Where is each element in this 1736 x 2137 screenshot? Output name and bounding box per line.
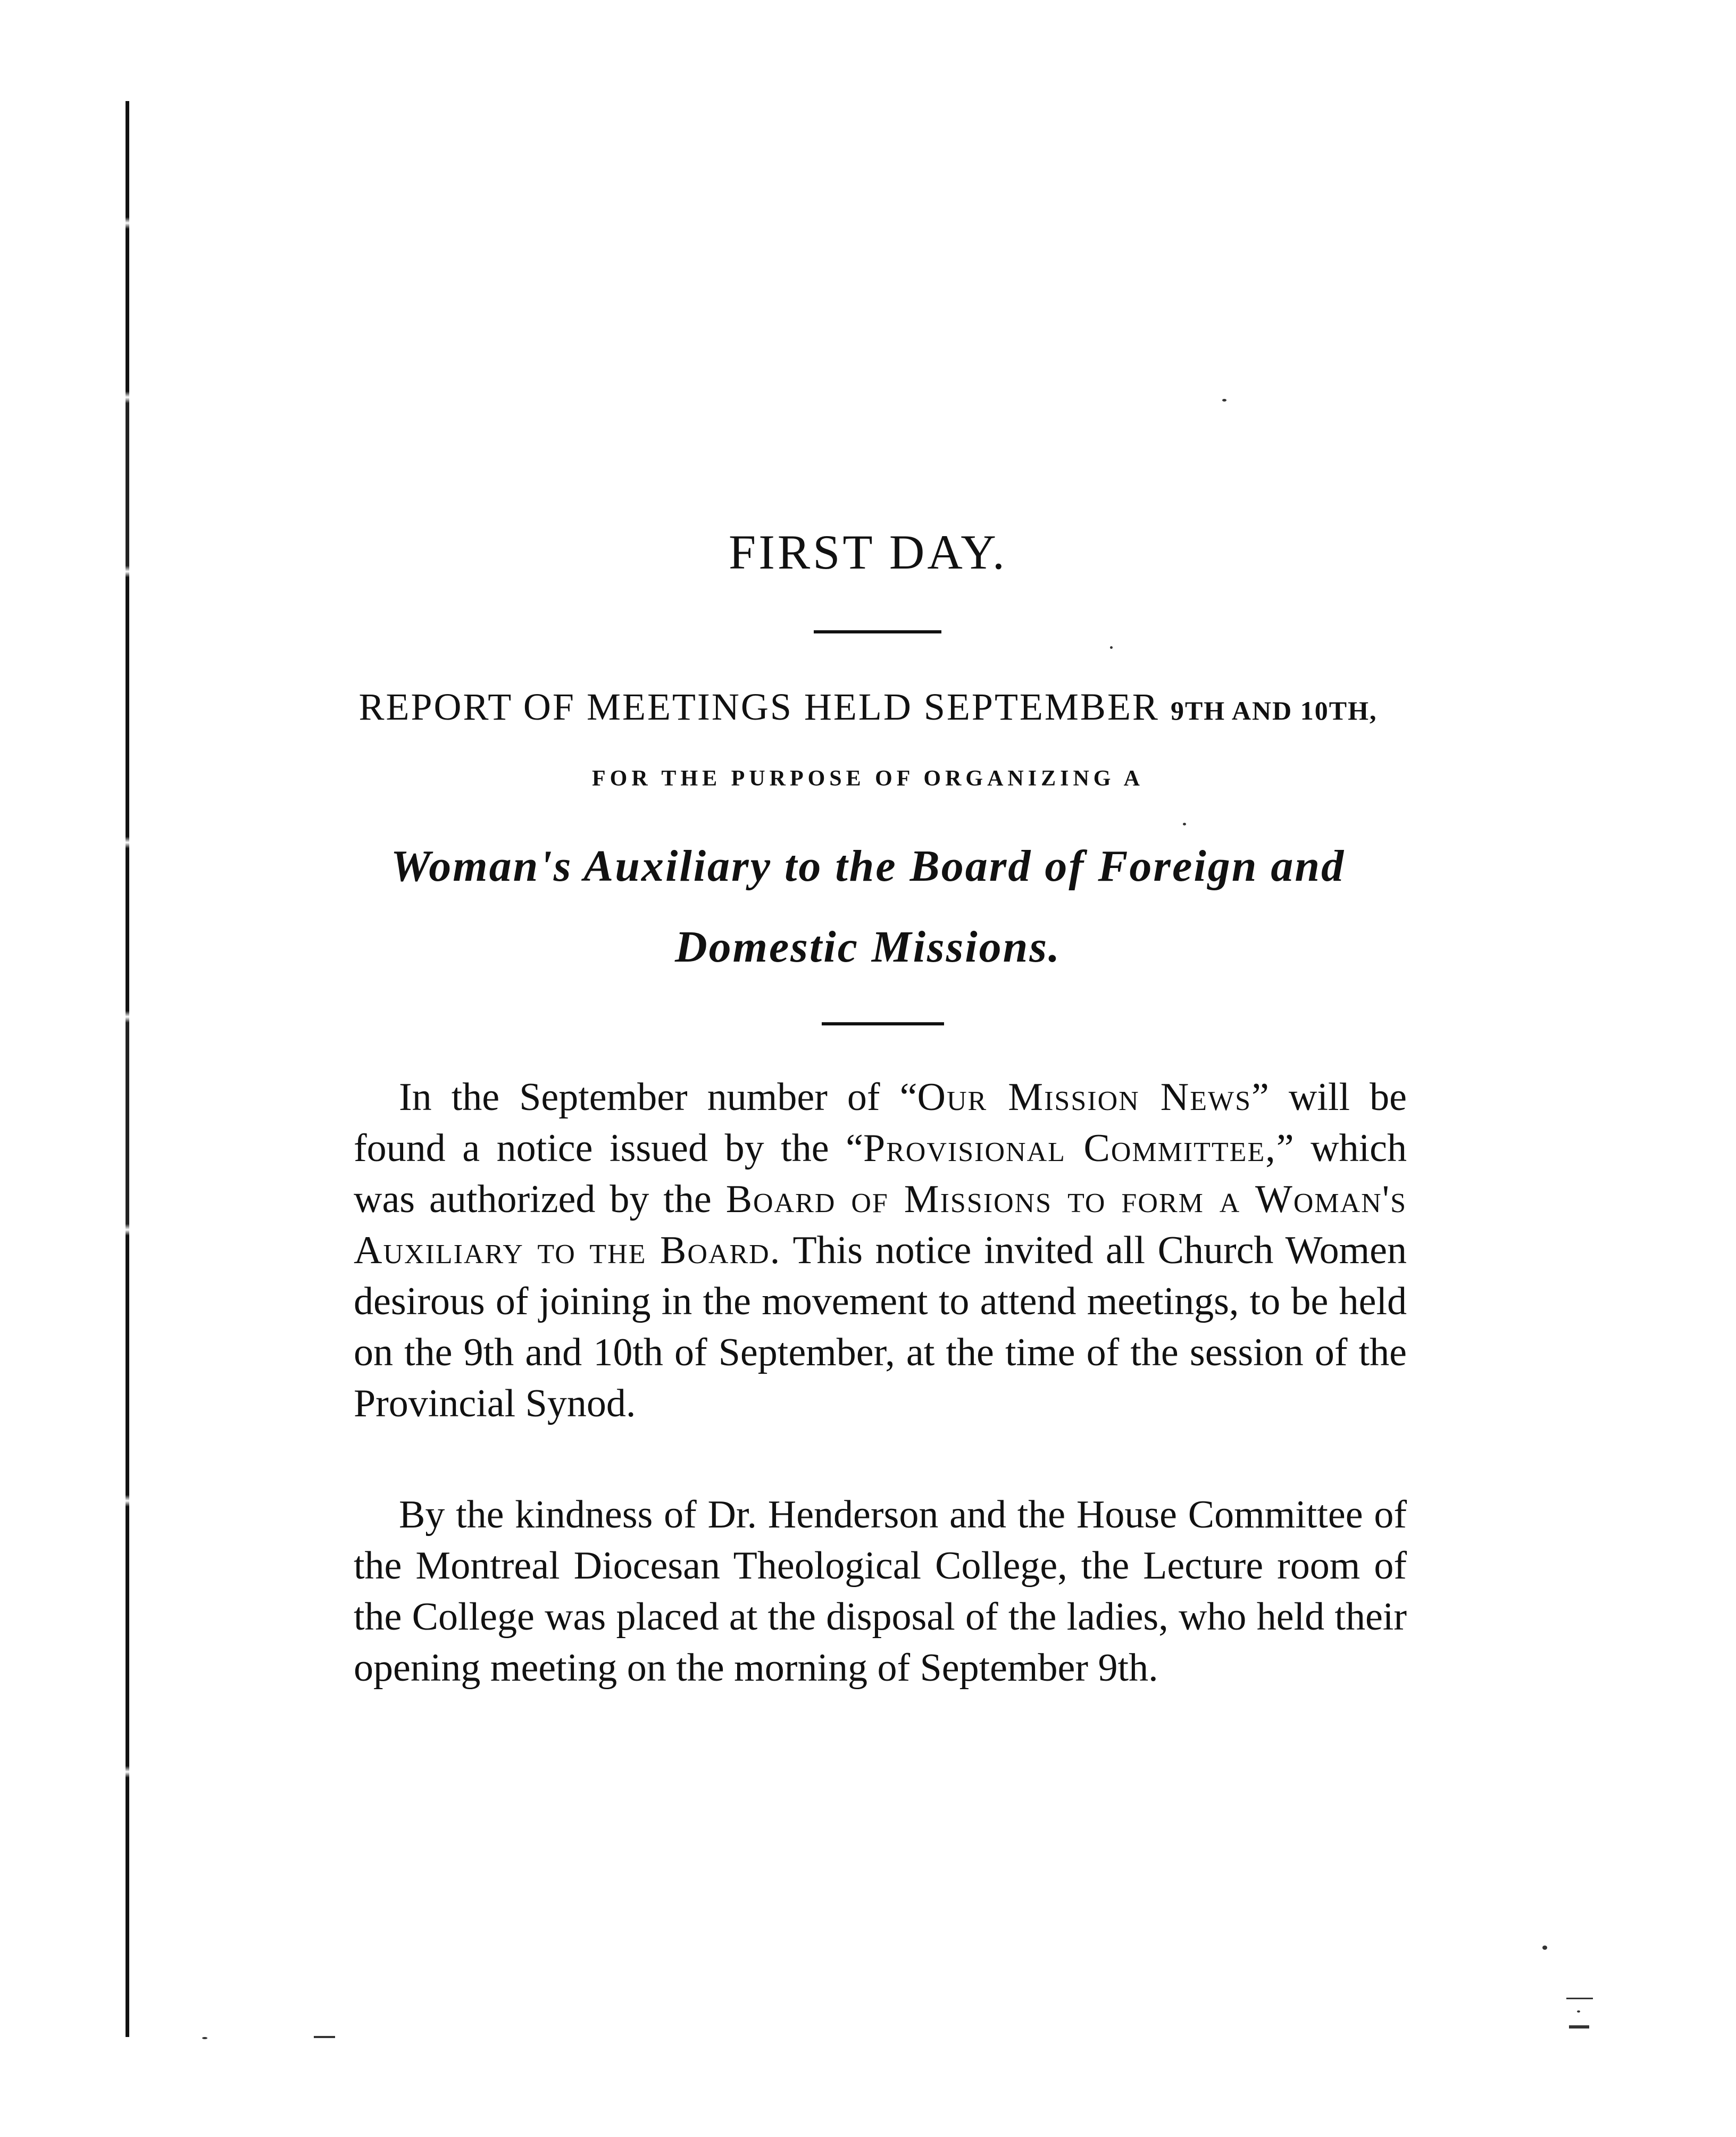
p1-text-1: In the September number of “	[399, 1075, 917, 1119]
scan-speck	[1577, 2010, 1580, 2013]
p1-smallcaps-2: Provisional Committee,	[863, 1126, 1276, 1170]
title-divider	[814, 630, 941, 633]
scan-speck	[1183, 823, 1186, 825]
scan-speck	[1566, 1998, 1593, 1999]
report-heading-main: REPORT OF MEETINGS HELD SEPTEMBER	[358, 686, 1171, 728]
scan-speck	[1542, 1946, 1547, 1950]
scan-speck	[202, 2037, 207, 2039]
report-heading-dates: 9TH AND 10TH,	[1170, 696, 1378, 725]
p1-smallcaps-1: Our Mission News	[917, 1075, 1251, 1119]
purpose-heading: FOR THE PURPOSE OF ORGANIZING A	[592, 766, 1144, 791]
scan-speck	[314, 2036, 335, 2038]
heading-divider	[822, 1022, 944, 1025]
scan-speck	[1110, 646, 1113, 649]
organization-name-line-1: Woman's Auxiliary to the Board of Foreign and	[390, 841, 1346, 891]
scan-speck	[1222, 399, 1226, 402]
p1-text-2: ” will be found a notice issued by the “	[354, 1075, 1407, 1170]
binding-edge	[126, 101, 129, 2037]
p1-text-3: ” which was authorized by the	[354, 1126, 1407, 1221]
report-heading	[0, 685, 1736, 729]
p1-text-4: This notice invited all Church Women desirous of joining in the movement to attend meetings, to be held on the 9th and 10th of September, at the time of the session of the Provincial Synod.	[354, 1229, 1407, 1425]
paragraph-2	[354, 1489, 1407, 1693]
paragraph-1	[354, 1072, 1407, 1429]
page-title: FIRST DAY.	[729, 525, 1007, 579]
scan-speck	[1569, 2025, 1589, 2029]
organization-name-line-2: Domestic Missions.	[674, 922, 1062, 972]
p1-smallcaps-3: Board of Missions to form a Woman's Auxiliary to the Board.	[354, 1178, 1407, 1272]
paragraph-2-text: By the kindness of Dr. Henderson and the House Committee of the Montreal Diocesan Theological College, the Lecture room of the College was placed at the disposal of the ladies, who held their opening meeting on the morning of September 9th.	[354, 1493, 1407, 1690]
paragraph-1-text	[354, 1072, 1407, 1429]
